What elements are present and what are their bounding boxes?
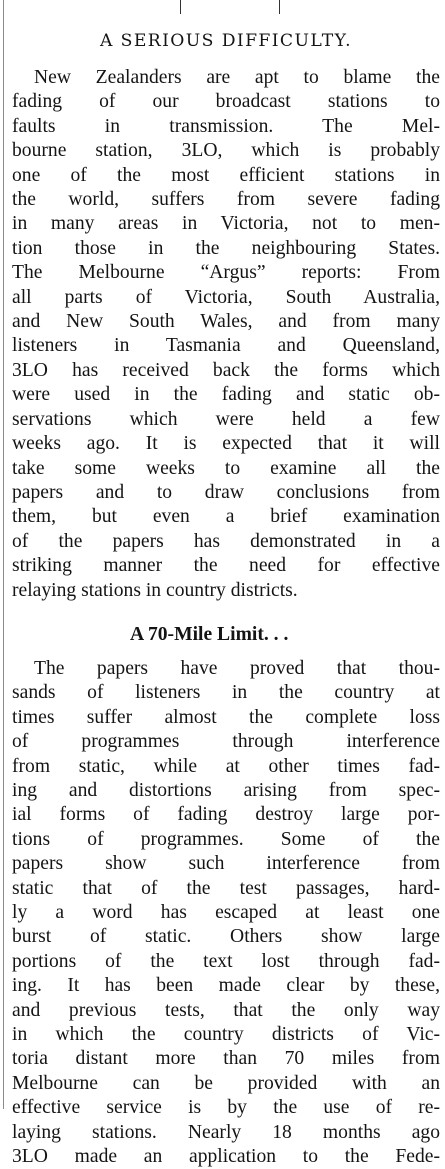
text-line: papers show such interference from <box>12 853 440 875</box>
text-line: fading of our broadcast stations to <box>12 91 440 113</box>
text-line: of programmes through interference <box>12 731 440 753</box>
column-rule-left <box>3 0 4 1109</box>
text-line: from static, while at other times fad- <box>12 755 440 777</box>
article-paragraph-2 <box>12 657 440 1169</box>
text-line: of the papers has demonstrated in a <box>12 530 440 552</box>
text-line: static that of the test passages, hard- <box>12 877 440 899</box>
text-line: tions of programmes. Some of the <box>12 828 440 850</box>
text-line: them, but even a brief examination <box>12 506 440 528</box>
text-line: in many areas in Victoria, not to men- <box>12 213 440 235</box>
text-line: faults in transmission. The Mel- <box>12 115 440 137</box>
text-line: ing and distortions arising from spec- <box>12 779 440 801</box>
article-heading: A SERIOUS DIFFICULTY. <box>99 31 353 51</box>
text-line: The papers have proved that thou- <box>34 657 440 679</box>
article-subheading: A 70-Mile Limit. . . <box>130 623 289 645</box>
text-line: Melbourne can be provided with an <box>12 1072 440 1094</box>
text-line: times suffer almost the complete loss <box>12 706 440 728</box>
text-line: listeners in Tasmania and Queensland, <box>12 335 440 357</box>
text-line: servations which were held a few <box>12 408 440 430</box>
text-line: bourne station, 3LO, which is probably <box>12 140 440 162</box>
text-line: burst of static. Others show large <box>12 926 440 948</box>
text-line: all parts of Victoria, South Australia, <box>12 286 440 308</box>
text-line: The Melbourne “Argus” reports: From <box>12 262 440 284</box>
text-line: the world, suffers from severe fading <box>12 189 440 211</box>
text-line: in which the country districts of Vic- <box>12 1024 440 1046</box>
text-line: were used in the fading and static ob- <box>12 384 440 406</box>
text-line: effective service is by the use of re- <box>12 1097 440 1119</box>
text-line: and New South Wales, and from many <box>12 311 440 333</box>
text-line: weeks ago. It is expected that it will <box>12 433 440 455</box>
text-line: papers and to draw conclusions from <box>12 481 440 503</box>
text-line: sands of listeners in the country at <box>12 682 440 704</box>
text-line: 3LO made an application to the Fede- <box>12 1146 440 1168</box>
text-line: tion those in the neighbouring States. <box>12 237 440 259</box>
text-line: ial forms of fading destroy large por- <box>12 804 440 826</box>
text-line: striking manner the need for effective <box>12 555 440 577</box>
text-line: and previous tests, that the only way <box>12 999 440 1021</box>
text-line: portions of the text lost through fad- <box>12 950 440 972</box>
text-line: New Zealanders are apt to blame the <box>34 67 440 88</box>
text-line: one of the most efficient stations in <box>12 164 440 186</box>
article-paragraph-1 <box>12 66 440 603</box>
column-rule-top <box>180 0 280 14</box>
text-line: take some weeks to examine all the <box>12 457 440 479</box>
text-line: toria distant more than 70 miles from <box>12 1048 440 1070</box>
text-line: laying stations. Nearly 18 months ago <box>12 1121 440 1143</box>
article-column <box>12 30 440 1169</box>
text-line: ly a word has escaped at least one <box>12 902 440 923</box>
text-line: 3LO has received back the forms which <box>12 359 440 381</box>
text-line: ing. It has been made clear by these, <box>12 975 440 997</box>
text-line: relaying stations in country districts. <box>12 579 298 601</box>
